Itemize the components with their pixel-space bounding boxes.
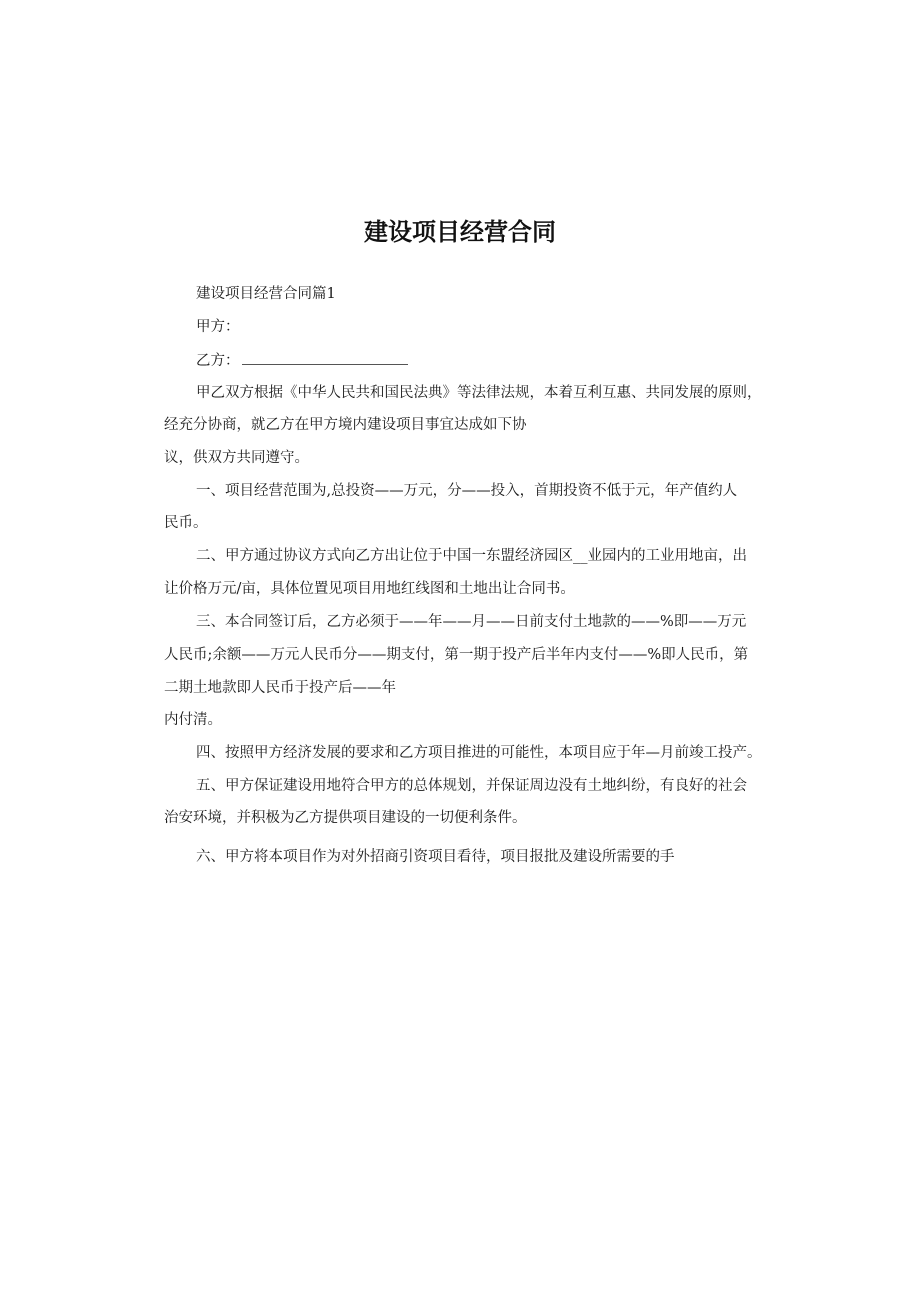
paragraph-2-line-2: 让价格万元/亩，具体位置见项目用地红线图和土地出让合同书。 <box>164 581 575 597</box>
paragraph-intro-line-1: 甲乙双方根据《中华人民共和国民法典》等法律法规，本着互利互惠、共同发展的原则， <box>196 385 762 401</box>
paragraph-4-line-1: 四、按照甲方经济发展的要求和乙方项目推进的可能性，本项目应于年—月前竣工投产。 <box>196 745 762 761</box>
paragraph-3-line-4: 内付清。 <box>164 712 222 728</box>
section-heading: 建设项目经营合同篇1 <box>196 286 336 302</box>
paragraph-2-line-1: 二、甲方通过协议方式向乙方出让位于中国一东盟经济园区__业园内的工业用地亩，出 <box>196 548 747 564</box>
paragraph-3-line-1: 三、本合同签订后，乙方必须于——年——月——日前支付土地款的——%即——万元 <box>196 614 747 630</box>
party-b-line <box>196 350 408 371</box>
paragraph-3-line-2: 人民币;余额——万元人民币分——期支付，第一期于投产后半年内支付——%即人民币，第 <box>164 647 749 663</box>
paragraph-3-line-3: 二期土地款即人民币于投产后——年 <box>164 680 396 696</box>
party-a-label: 甲方： <box>196 319 240 335</box>
paragraph-intro-line-2: 经充分协商，就乙方在甲方境内建设项目事宜达成如下协 <box>164 417 527 433</box>
document-title: 建设项目经营合同 <box>364 218 556 246</box>
paragraph-6-line-1: 六、甲方将本项目作为对外招商引资项目看待，项目报批及建设所需要的手 <box>196 849 675 865</box>
paragraph-5-line-1: 五、甲方保证建设用地符合甲方的总体规划，并保证周边没有土地纠纷，有良好的社会 <box>196 778 747 794</box>
paragraph-intro-line-3: 议，供双方共同遵守。 <box>164 450 309 466</box>
paragraph-5-line-2: 治安环境，并积极为乙方提供项目建设的一切便利条件。 <box>164 810 527 826</box>
party-b-label: 乙方： <box>196 353 240 369</box>
party-b-blank <box>242 350 408 365</box>
paragraph-1-line-2: 民币。 <box>164 515 208 531</box>
party-a-line <box>196 317 240 337</box>
paragraph-1-line-1: 一、项目经营范围为,总投资——万元，分——投入，首期投资不低于元，年产值约人 <box>196 483 738 499</box>
